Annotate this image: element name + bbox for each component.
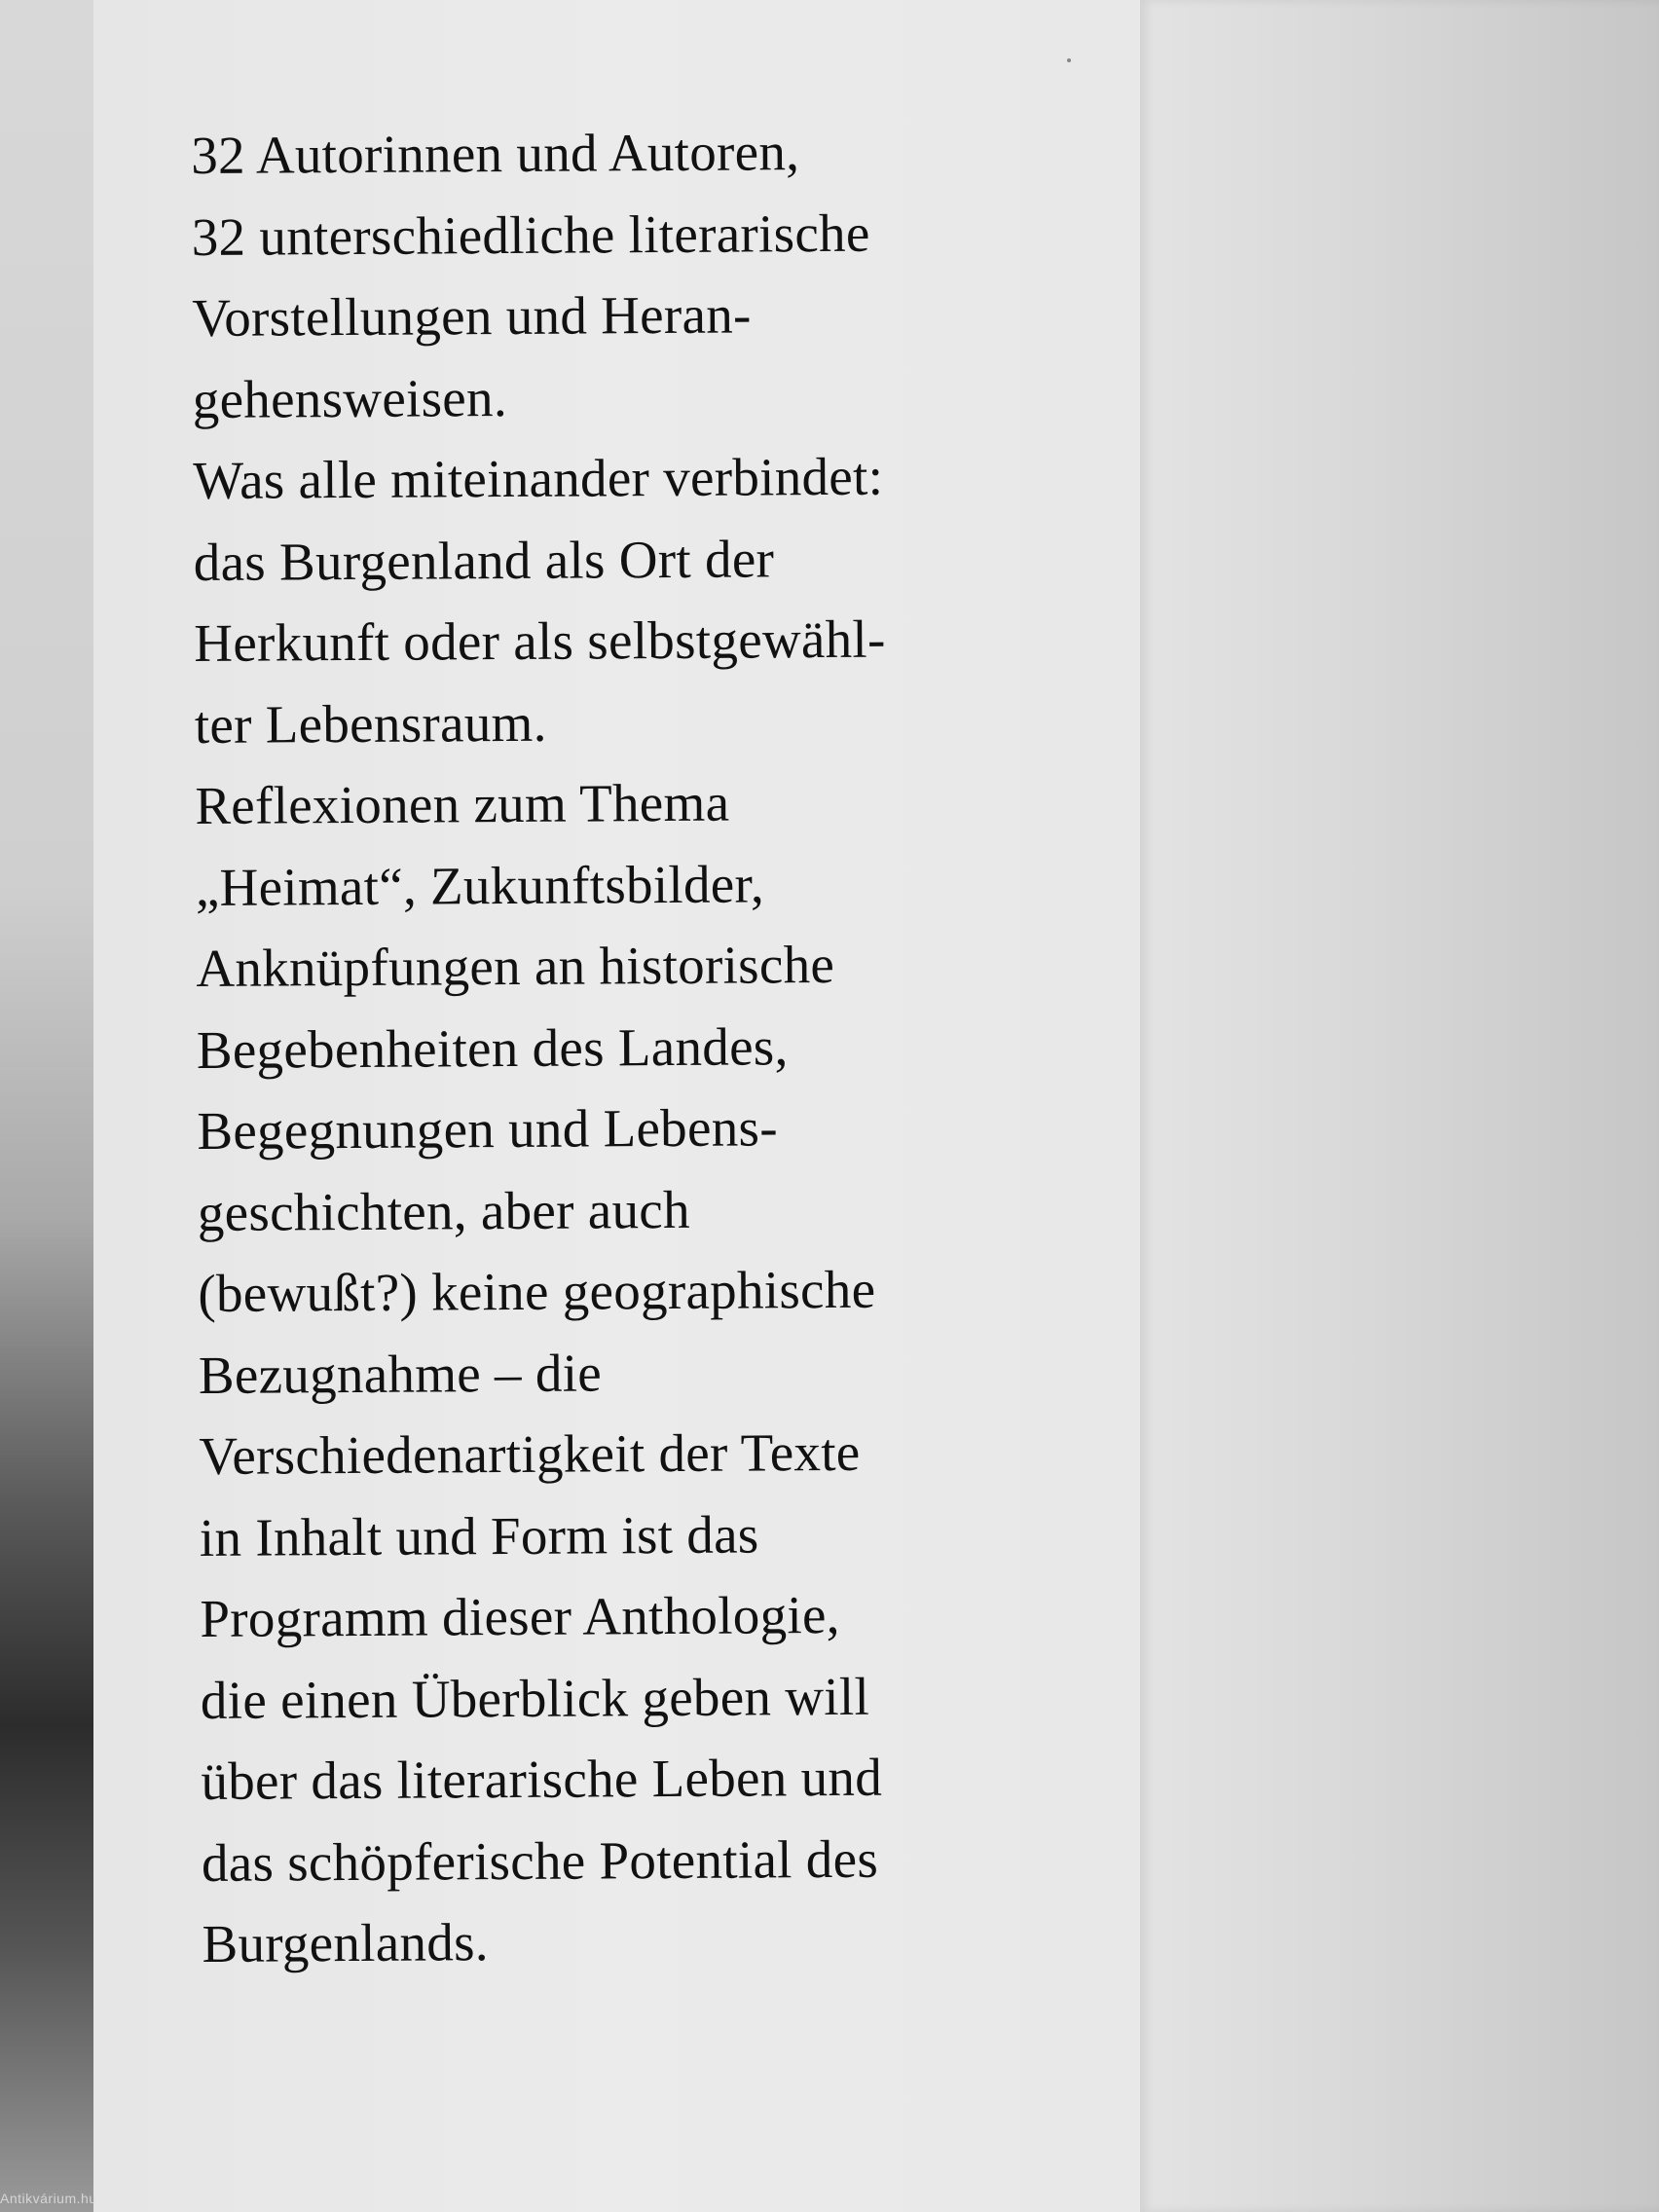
blurb-line: das schöpferische Potential des bbox=[201, 1828, 879, 1893]
blurb-line: Vorstellungen und Heran- bbox=[192, 284, 752, 348]
blurb-line: Programm dieser Anthologie, bbox=[200, 1584, 840, 1648]
blurb-line: 32 unterschiedliche literarische bbox=[191, 203, 870, 267]
watermark: Antikvárium.hu bbox=[0, 2191, 97, 2206]
blurb-text bbox=[191, 109, 1118, 1984]
book-spine-edge bbox=[0, 0, 93, 2212]
blurb-line: Begegnungen und Lebens- bbox=[197, 1097, 779, 1161]
blurb-line: die einen Überblick geben will bbox=[200, 1666, 870, 1730]
blurb-line: Verschiedenartigkeit der Texte bbox=[199, 1421, 861, 1486]
blurb-line: über das literarische Leben und bbox=[201, 1747, 883, 1811]
blurb-line: (bewußt?) keine geographische bbox=[198, 1259, 876, 1323]
blurb-line: Was alle miteinander verbindet: bbox=[193, 446, 884, 510]
blurb-line: geschichten, aber auch bbox=[197, 1179, 690, 1242]
blurb-line: Reflexionen zum Thema bbox=[195, 772, 730, 835]
blurb-line: das Burgenland als Ort der bbox=[193, 528, 775, 592]
cover-flap bbox=[1140, 0, 1659, 2212]
back-cover-page bbox=[93, 0, 1140, 2212]
blurb-line: in Inhalt und Form ist das bbox=[199, 1503, 759, 1567]
dust-speck bbox=[1067, 58, 1071, 62]
blurb-line: gehensweisen. bbox=[192, 367, 508, 429]
blurb-line: 32 Autorinnen und Autoren, bbox=[191, 122, 800, 185]
blurb-line: Herkunft oder als selbstgewähl- bbox=[194, 608, 886, 673]
blurb-line: „Heimat“, Zukunftsbilder, bbox=[195, 853, 765, 917]
blurb-line: Burgenlands. bbox=[202, 1912, 490, 1973]
blurb-line: ter Lebensraum. bbox=[194, 692, 547, 755]
blurb-line: Anknüpfungen an historische bbox=[196, 934, 835, 998]
blurb-line: Bezugnahme – die bbox=[198, 1342, 603, 1405]
blurb-line: Begebenheiten des Landes, bbox=[196, 1015, 789, 1080]
